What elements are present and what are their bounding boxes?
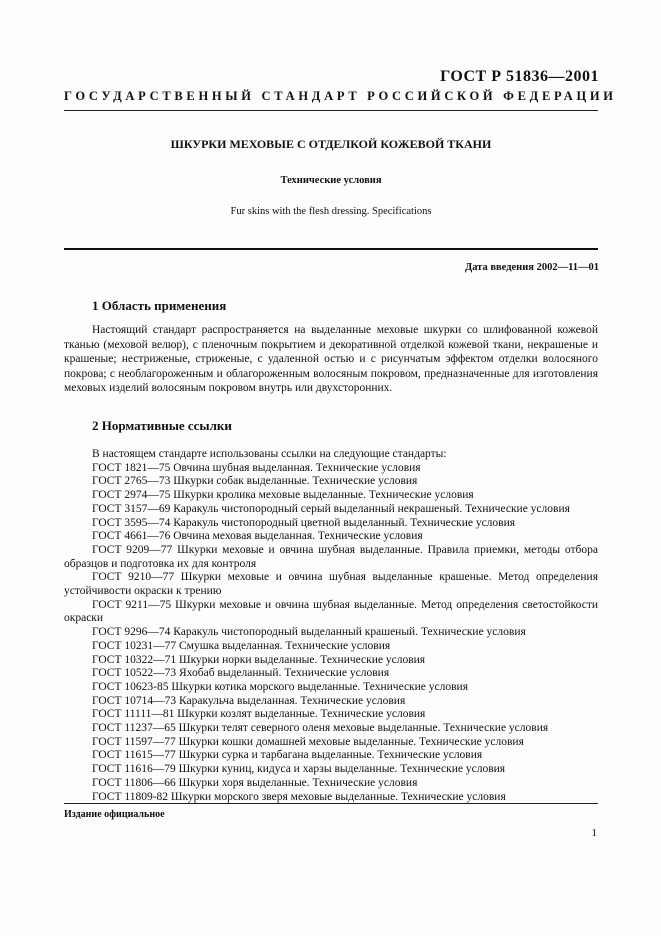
list-item: ГОСТ 11237—65 Шкурки телят северного оленя меховые выделанные. Технические условия [92, 722, 549, 735]
list-item: ГОСТ 11806—66 Шкурки хоря выделанные. Технические условия [92, 776, 418, 789]
list-item: ГОСТ 9211—75 Шкурки меховые и овчина шубная выделанные. Метод определения светостойкости окраски [64, 598, 598, 625]
list-item: ГОСТ 11809-82 Шкурки морского зверя меховые выделанные. Технические условия [92, 790, 506, 803]
list-item: ГОСТ 10522—73 Яхобаб выделанный. Технические условия [92, 667, 390, 680]
list-item: ГОСТ 10322—71 Шкурки норки выделанные. Технические условия [92, 653, 426, 666]
page-number: 1 [591, 827, 597, 839]
list-item: ГОСТ 3157—69 Каракуль чистопородный серый выделанный некрашеный. Технические условия [92, 502, 570, 515]
document-title: ШКУРКИ МЕХОВЫЕ С ОТДЕЛКОЙ КОЖЕВОЙ ТКАНИ [170, 137, 492, 151]
list-item: ГОСТ 1821—75 Овчина шубная выделанная. Технические условия [92, 461, 421, 474]
list-item: ГОСТ 11616—79 Шкурки куниц, кидуса и харзы выделанные. Технические условия [92, 763, 506, 776]
state-standard-title: ГОСУДАРСТВЕННЫЙ СТАНДАРТ РОССИЙСКОЙ ФЕДЕРАЦИИ [64, 89, 617, 103]
list-item: ГОСТ 11111—81 Шкурки козлят выделанные. Технические условия [92, 708, 426, 721]
list-item: ГОСТ 10231—77 Смушка выделанная. Технические условия [92, 639, 391, 652]
footer-divider [64, 803, 598, 804]
references-list [64, 448, 598, 804]
section-2-heading: 2 Нормативные ссылки [92, 418, 232, 433]
list-item: ГОСТ 10714—73 Каракульча выделанная. Технические условия [92, 694, 406, 707]
list-item: ГОСТ 3595—74 Каракуль чистопородный цветной выделанный. Технические условия [92, 516, 516, 529]
official-edition-label: Издание официальное [64, 809, 165, 820]
section-1-text: Настоящий стандарт распространяется на выделанные меховые шкурки со шлифованной кожевой тканью (меховой велюр), с пленочным покрытием и декоративной отделкой кожевой ткани, некрашеные и крашеные; нестриженые, стриженые, с удаленной остью и с рисунчатым эффектом отделки волосяного покрова; с необлагороженным и облагороженным волосяным покровом, предназначенные для изготовления меховых изделий волосяным покровом внутрь или двухсторонних. [64, 324, 598, 394]
list-item: ГОСТ 4661—76 Овчина меховая выделанная. Технические условия [92, 530, 423, 543]
effective-date: Дата введения 2002—11—01 [464, 262, 599, 273]
title-divider [64, 248, 598, 250]
list-item: ГОСТ 11615—77 Шкурки сурка и тарбагана выделанные. Технические условия [92, 749, 483, 762]
standard-code: ГОСТ Р 51836—2001 [440, 68, 599, 85]
list-item: ГОСТ 9210—77 Шкурки меховые и овчина шубная выделанные крашеные. Метод определения устойчивости окраски к трению [64, 571, 598, 598]
list-item: ГОСТ 9296—74 Каракуль чистопородный выделанный крашеный. Технические условия [92, 626, 526, 639]
section-1-heading: 1 Область применения [92, 298, 227, 313]
document-subtitle: Технические условия [280, 175, 382, 186]
english-title: Fur skins with the flesh dressing. Specifications [230, 206, 432, 217]
list-item: ГОСТ 11597—77 Шкурки кошки домашней меховые выделанные. Технические условия [92, 735, 524, 748]
list-item: ГОСТ 10623-85 Шкурки котика морского выделанные. Технические условия [92, 680, 468, 693]
references-intro: В настоящем стандарте использованы ссылки на следующие стандарты: [92, 448, 447, 460]
list-item: ГОСТ 9209—77 Шкурки меховые и овчина шубная выделанные. Правила приемки, методы отбора образцов и подготовка их для контроля [64, 543, 598, 570]
list-item: ГОСТ 2974—75 Шкурки кролика меховые выделанные. Технические условия [92, 489, 474, 502]
header-divider [64, 110, 598, 111]
list-item: ГОСТ 2765—73 Шкурки собак выделанные. Технические условия [92, 475, 418, 488]
